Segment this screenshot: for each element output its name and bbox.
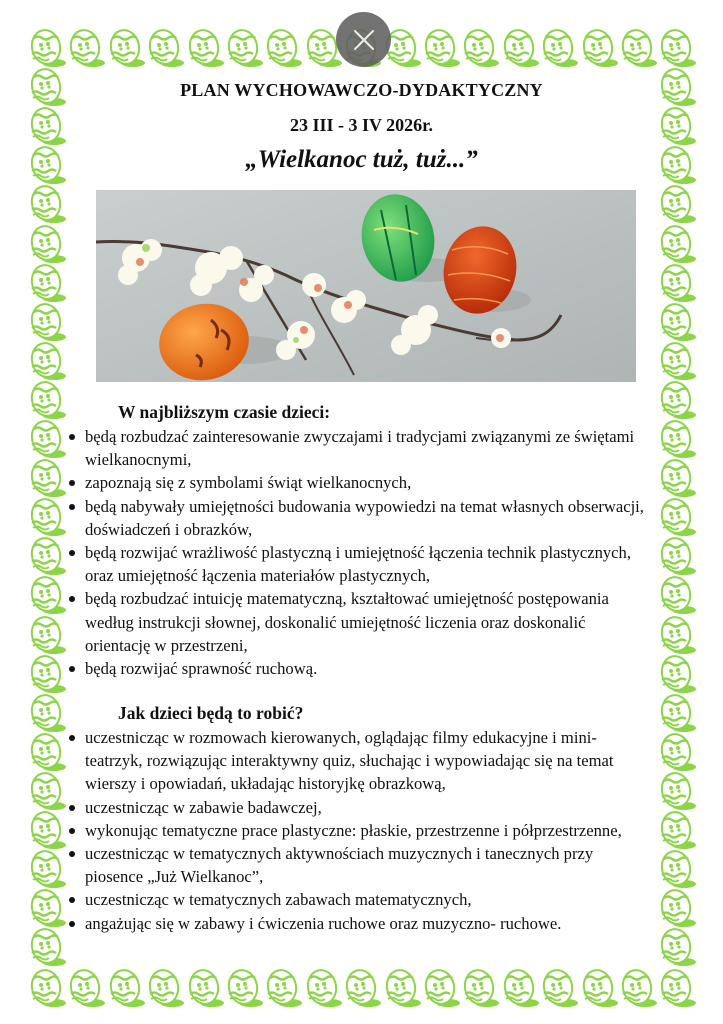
easter-egg-icon — [185, 28, 225, 68]
easter-egg-icon — [657, 497, 697, 537]
easter-egg-icon — [263, 28, 303, 68]
easter-egg-icon — [657, 771, 697, 811]
easter-egg-icon — [145, 28, 185, 68]
easter-egg-icon — [657, 263, 697, 303]
theme-title: „Wielkanoc tuż, tuż...” — [245, 146, 478, 173]
easter-egg-icon — [303, 968, 343, 1008]
easter-egg-icon — [460, 28, 500, 68]
easter-egg-icon — [657, 536, 697, 576]
bullet-icon — [69, 666, 75, 672]
easter-egg-icon — [27, 927, 67, 967]
easter-egg-icon — [421, 968, 461, 1008]
easter-egg-icon — [27, 849, 67, 889]
easter-egg-icon — [500, 968, 540, 1008]
easter-egg-icon — [657, 927, 697, 967]
easter-egg-icon — [263, 968, 303, 1008]
easter-egg-icon — [657, 575, 697, 615]
easter-egg-icon — [657, 302, 697, 342]
list-item: wykonując tematyczne prace plastyczne: płaskie, przestrzenne i półprzestrzenne, — [66, 819, 646, 842]
bullet-icon — [69, 735, 75, 741]
date-range: 23 III - 3 IV 2026r. — [289, 115, 434, 135]
bullet-icon — [69, 897, 75, 903]
bullet-icon — [69, 921, 75, 927]
easter-egg-icon — [657, 693, 697, 733]
easter-egg-icon — [657, 732, 697, 772]
easter-egg-icon — [66, 968, 106, 1008]
easter-egg-icon — [27, 615, 67, 655]
methods-list — [66, 726, 646, 935]
easter-egg-icon — [27, 224, 67, 264]
easter-egg-icon — [579, 968, 619, 1008]
easter-egg-icon — [185, 968, 225, 1008]
easter-egg-icon — [500, 28, 540, 68]
easter-egg-icon — [224, 968, 264, 1008]
section-heading-methods: Jak dzieci będą to robić? — [118, 703, 304, 723]
easter-egg-icon — [27, 458, 67, 498]
page-title: PLAN WYCHOWAWCZO-DYDAKTYCZNY — [180, 80, 543, 100]
easter-egg-icon — [657, 419, 697, 459]
close-icon — [352, 28, 376, 52]
list-item: będą rozbudzać zainteresowanie zwyczajami i tradycjami związanymi ze świętami wielkanocnymi, — [66, 425, 646, 471]
easter-egg-icon — [657, 184, 697, 224]
easter-egg-icon — [106, 968, 146, 1008]
list-item: uczestnicząc w zabawie badawczej, — [66, 796, 646, 819]
bullet-icon — [69, 851, 75, 857]
easter-egg-icon — [657, 341, 697, 381]
goals-list — [66, 425, 646, 680]
easter-egg-icon — [657, 654, 697, 694]
easter-egg-icon — [27, 575, 67, 615]
easter-egg-icon — [27, 888, 67, 928]
list-item: będą rozwijać wrażliwość plastyczną i umiejętność łączenia technik plastycznych, oraz umiejętność łączenia materiałów plastycznych, — [66, 541, 646, 587]
list-item: uczestnicząc w rozmowach kierowanych, oglądając filmy edukacyjne i mini-teatrzyk, rozwiązując interaktywny quiz, słuchając i wypowiadając się na temat wierszy i opowiadań, układając historyjkę obrazkową, — [66, 726, 646, 796]
easter-egg-icon — [657, 615, 697, 655]
bullet-icon — [69, 828, 75, 834]
easter-egg-icon — [657, 458, 697, 498]
easter-egg-icon — [27, 693, 67, 733]
list-item: będą rozwijać sprawność ruchową. — [66, 657, 646, 680]
easter-egg-icon — [657, 849, 697, 889]
easter-egg-icon — [27, 302, 67, 342]
easter-egg-icon — [657, 224, 697, 264]
bullet-icon — [69, 504, 75, 510]
easter-egg-icon — [27, 497, 67, 537]
easter-egg-icon — [618, 968, 658, 1008]
easter-egg-icon — [460, 968, 500, 1008]
easter-egg-icon — [27, 419, 67, 459]
easter-egg-icon — [539, 28, 579, 68]
list-item: będą nabywały umiejętności budowania wypowiedzi na temat własnych obserwacji, doświadczeń i obrazków, — [66, 495, 646, 541]
bullet-icon — [69, 805, 75, 811]
easter-egg-icon — [657, 28, 697, 68]
easter-egg-icon — [224, 28, 264, 68]
list-item: będą rozbudzać intuicję matematyczną, kształtować umiejętność postępowania według instrukcji słownej, doskonalić umiejętność liczenia oraz doskonalić orientację w przestrzeni, — [66, 587, 646, 657]
bullet-icon — [69, 480, 75, 486]
close-button[interactable] — [336, 12, 391, 67]
easter-egg-icon — [579, 28, 619, 68]
easter-egg-icon — [27, 341, 67, 381]
easter-egg-icon — [66, 28, 106, 68]
easter-egg-icon — [618, 28, 658, 68]
easter-egg-icon — [27, 536, 67, 576]
easter-egg-icon — [382, 968, 422, 1008]
bullet-icon — [69, 550, 75, 556]
section-heading-goals: W najbliższym czasie dzieci: — [118, 402, 331, 422]
easter-egg-icon — [27, 263, 67, 303]
easter-egg-icon — [27, 810, 67, 850]
easter-egg-icon — [657, 888, 697, 928]
easter-egg-icon — [657, 380, 697, 420]
bullet-icon — [69, 434, 75, 440]
easter-egg-icon — [27, 732, 67, 772]
list-item: uczestnicząc w tematycznych aktywnościach muzycznych i tanecznych przy piosence „Już Wielkanoc”, — [66, 842, 646, 888]
easter-egg-icon — [27, 184, 67, 224]
easter-egg-icon — [342, 968, 382, 1008]
list-item: uczestnicząc w tematycznych zabawach matematycznych, — [66, 888, 646, 911]
easter-egg-icon — [27, 28, 67, 68]
bullet-icon — [69, 596, 75, 602]
easter-egg-icon — [106, 28, 146, 68]
easter-egg-icon — [27, 380, 67, 420]
easter-egg-icon — [657, 968, 697, 1008]
easter-eggs-photo — [96, 190, 636, 382]
list-item: zapoznają się z symbolami świąt wielkanocnych, — [66, 471, 646, 494]
easter-egg-icon — [145, 968, 185, 1008]
easter-egg-icon — [421, 28, 461, 68]
easter-egg-icon — [539, 968, 579, 1008]
list-item: angażując się w zabawy i ćwiczenia ruchowe oraz muzyczno- ruchowe. — [66, 912, 646, 935]
easter-egg-icon — [27, 968, 67, 1008]
easter-egg-icon — [27, 654, 67, 694]
easter-egg-icon — [657, 810, 697, 850]
easter-egg-icon — [27, 771, 67, 811]
